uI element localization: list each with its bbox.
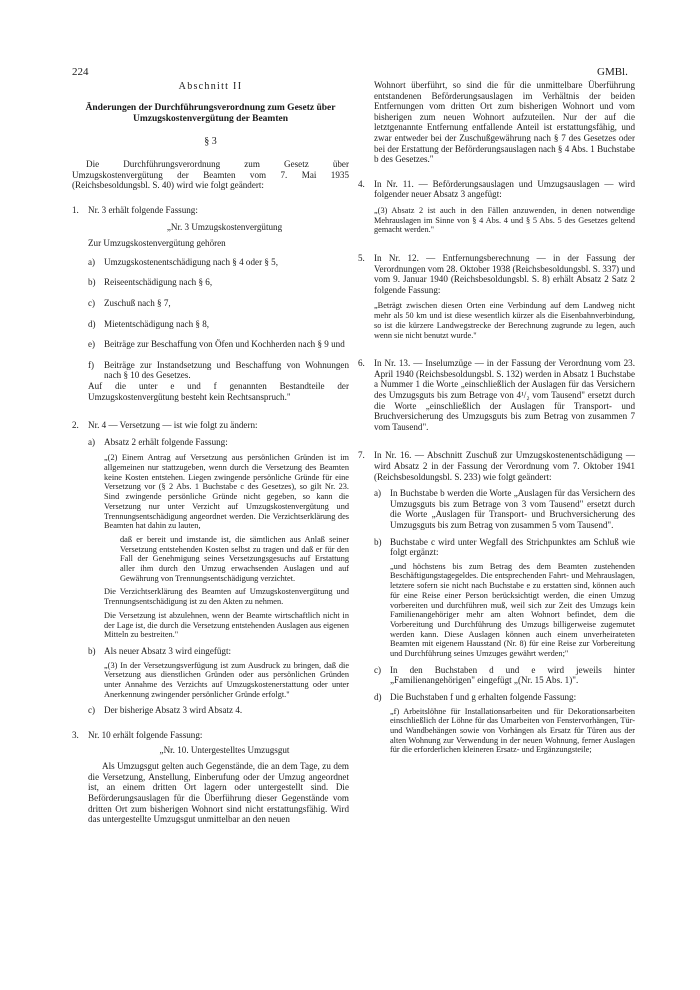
sub-item-b: b) Buchstabe c wird unter Wegfall des Strichpunktes am Schluß wie folgt ergänzt: [374, 536, 635, 558]
list-item-6: 6. In Nr. 13. — Inselumzüge — in der Fassung der Verordnung vom 23. April 1940 (Reichsbesoldungsbl. S. 132) werden in Absatz 1 Buchstabe a Nummer 1 die Worte „einschließlich der Auslagen für das Versichern des Umzugsguts bis zum Betrage von 4¹/₂ vom Tausend" ersetzt durch die Worte „einschließlich der Auslagen für Transport- und Bruchversicherung des Umzugsguts bis zum Betrag von zusammen 7 vom Tausend". [358, 358, 635, 432]
item-label: 1. [72, 204, 79, 215]
quote-title: „Nr. 10. Untergestelltes Umzugsgut [159, 744, 290, 755]
quote-text: „(3) Absatz 2 ist auch in den Fällen anzuwenden, in denen notwendige Mehrauslagen im Sinne von § 4 Abs. 4 und § 5 Abs. 5 des Gesetzes geltend gemacht werden." [374, 205, 635, 235]
sub-item-c: c) Der bisherige Absatz 3 wird Absatz 4. [88, 705, 243, 716]
quote-text: „f) Arbeitslöhne für Installationsarbeiten und für Dekorationsarbeiten einschließlich der Löhne für das Umarbeiten von Fenstervorhängen, Tür- und Wandbehängen sowie von Vorhängen als Ersatz für Türen aus der alten Wohnung zur Verwendung in der neuen Wohnung, ferner Auslagen für die erforderlichen kleineren Ersatz- und Ergänzungsteile; [390, 706, 635, 755]
item-text: Nr. 3 erhält folgende Fassung: [88, 204, 198, 215]
item-lead: Zur Umzugskostenvergütung gehören [88, 238, 226, 249]
quote-text: „und höchstens bis zum Betrag des dem Beamten zustehenden Beschäftigungstagegeldes. Die entsprechenden Fahrt- und Mehrauslagen, letztere sofern sie nicht nach Buchstabe e zu erstatten sind, können auch für eine Reise einer Person berücksichtigt werden, die einen Umzug vorbereiten und durchführen muß, weil sich zur Zeit des Umzugs kein Familienangehöriger mehr am alten Wohnort befindet, dem die Vorbereitung und Durchführung des Umzugs billigerweise zugemutet werden kann. Diese Auslagen können auch einem unverheirateten Beamten mit eigenem Hausstand (Nr. 8) für eine Reise zur Vorbereitung und Durchführung seines Umzuges gewährt werden;" [390, 561, 635, 659]
quote-text: „(2) Einem Antrag auf Versetzung aus persönlichen Gründen ist im allgemeinen nur stattzugeben, wenn durch die Versetzung des Beamten keine Kosten entstehen. Liegen zwingende persönliche Gründe für eine Versetzung vor (§ 2 Abs. 1 Buchstabe c des Gesetzes), so gilt Nr. 23. Sind zwingende persönliche Gründe nicht gegeben, so kann die Versetzung nur unter Verzicht auf Umzugskostenvergütung und Trennungsentschädigung angeordnet werden. Die Verzichtserklärung des Beamten hat dahin zu lauten, [104, 453, 349, 531]
continuation-text: Wohnort überführt, so sind die für die unmittelbare Überführung entstandenen Beförderungsauslagen im Verhältnis der beiden Entfernungen vom dritten Ort zum bisherigen Wohnort und vom bisherigen zum neuen Wohnort aufzuteilen. Nur der auf die letztgenannte Entfernung entfallende Anteil ist erstattungsfähig, und zwar entweder bei der Zuschußgewährung nach § 7 des Gesetzes oder bei der Erstattung der Beförderungsauslagen nach § 4 Abs. 1 Buchstabe b des Gesetzes." [374, 80, 635, 165]
page-number: 224 [72, 66, 89, 78]
list-item-5: 5. In Nr. 12. — Entfernungsberechnung — in der Fassung der Verordnungen vom 28. Oktober 1938 (Reichsbesoldungsbl. S. 337) und vom 9. Januar 1940 (Reichsbesoldungsbl. S. 8) erhält Absatz 2 Satz 2 folgende Fassung: [358, 253, 635, 295]
sub-item-d: d) Mietentschädigung nach § 8, [88, 318, 210, 329]
right-column [358, 80, 635, 755]
sub-item-e: e) Beiträge zur Beschaffung von Öfen und Kochherden nach § 9 und [88, 339, 345, 350]
item-7-subs [358, 488, 635, 755]
section-title: Abschnitt II [178, 81, 243, 92]
item-2-subs [72, 437, 349, 716]
quote-text: daß er bereit und imstande ist, die sämtlichen aus Anlaß seiner Versetzung entstehenden Kosten selbst zu tragen und daß er für den Fall der Genehmigung seines Versetzungsgesuchs auf Erstattung aller ihm durch den Umzug erwachsenden Auslagen und auf Gewährung von Trennungsentschädigung verzichtet. [120, 534, 349, 583]
sub-item-a: a) In Buchstabe b werden die Worte „Auslagen für das Versichern des Umzugsguts bis zum Betrage von 3 vom Tausend" ersetzt durch die Worte „Auslagen für Transport- und Bruchversicherung des Umzugsguts bis zum Betrag von zusammen 5 vom Tausend". [374, 488, 635, 530]
section-heading: Änderungen der Durchführungsverordnung zum Gesetz über Umzugskostenvergütung der Beamten [85, 102, 336, 124]
sub-item-d: d) Die Buchstaben f und g erhalten folgende Fassung: [374, 691, 577, 702]
sub-item-a: a) Umzugskostenentschädigung nach § 4 oder § 5, [88, 256, 279, 267]
list-item-2: 2. Nr. 4 — Versetzung — ist wie folgt zu ändern: [72, 420, 258, 431]
sub-item-f: f) Beiträge zur Instandsetzung und Beschaffung von Wohnungen nach § 10 des Gesetzes. [88, 359, 349, 381]
sub-item-a: a) Absatz 2 erhält folgende Fassung: [88, 436, 228, 447]
item-body: Als Umzugsgut gelten auch Gegenstände, die an dem Tage, zu dem die Versetzung, Anstellung, Einberufung oder der Umzug angeordnet ist, an einem dritten Ort lagern oder untergestellt sind. Die Beförderungsauslagen für die Überführung dieser Gegenstände vom dritten Ort zum bisherigen Wohnort sind nicht erstattungsfähig. Wird das untergestellte Umzugsgut unmittelbar an den neuen [88, 761, 349, 825]
item-closing: Auf die unter e und f genannten Bestandteile der Umzugskostenvergütung besteht kein Rechtsanspruch." [88, 380, 349, 402]
sub-item-b: b) Reiseentschädigung nach § 6, [88, 277, 213, 288]
quote-text: „Beträgt zwischen diesen Orten eine Verbindung auf dem Landweg nicht mehr als 50 km und ist diese wesentlich kürzer als die Eisenbahnverbindung, so ist die kürzere Landwegstrecke der Berechnung zugrunde zu legen, auch wenn sie nicht benutzt wurde." [374, 301, 635, 340]
paragraph-sign: § 3 [204, 135, 217, 147]
list-item-1 [72, 205, 349, 216]
list-item-7: 7. In Nr. 16. — Abschnitt Zuschuß zur Umzugskostenentschädigung — wird Absatz 2 in der Fassung der Verordnung vom 7. Oktober 1941 (Reichsbesoldungsbl. S. 233) wie folgt geändert: [358, 450, 635, 482]
sub-item-b: b) Als neuer Absatz 3 wird eingefügt: [88, 645, 232, 656]
quote-text: Die Versetzung ist abzulehnen, wenn der Beamte wirtschaftlich nicht in der Lage ist, die durch die Versetzung entstehenden Auslagen aus eigenen Mitteln zu bestreiten." [104, 610, 349, 640]
quote-title: „Nr. 3 Umzugskostenvergütung [166, 221, 283, 232]
sub-item-c: c) Zuschuß nach § 7, [88, 297, 171, 308]
sub-list [72, 257, 349, 402]
quote-text: Die Verzichtserklärung des Beamten auf Umzugskostenvergütung und Trennungsentschädigung ist zu den Akten zu nehmen. [104, 587, 349, 607]
list-item-4: 4. In Nr. 11. — Beförderungsauslagen und Umzugsauslagen — wird folgender neuer Absatz 3 angefügt: [358, 178, 635, 200]
list-item-3: 3. Nr. 10 erhält folgende Fassung: [72, 729, 203, 740]
publication-abbreviation: GMBl. [597, 66, 628, 78]
intro-text: Die Durchführungsverordnung zum Gesetz über Umzugskostenvergütung der Beamten vom 7. Mai 1935 (Reichsbesoldungsbl. S. 40) wird wie folgt geändert: [72, 159, 349, 191]
sub-item-c: c) In den Buchstaben d und e wird jeweils hinter „Familienangehörigen" eingefügt „(Nr. 15 Abs. 1)". [374, 664, 635, 686]
quote-text: „(3) In der Versetzungsverfügung ist zum Ausdruck zu bringen, daß die Versetzung aus dienstlichen Gründen oder aus persönlichen Gründen unter Annahme des Verzichts auf Umzugskostenerstattung oder unter Anerkennung zwingender persönlicher Gründe erfolgt." [104, 660, 349, 699]
left-column [72, 82, 349, 825]
